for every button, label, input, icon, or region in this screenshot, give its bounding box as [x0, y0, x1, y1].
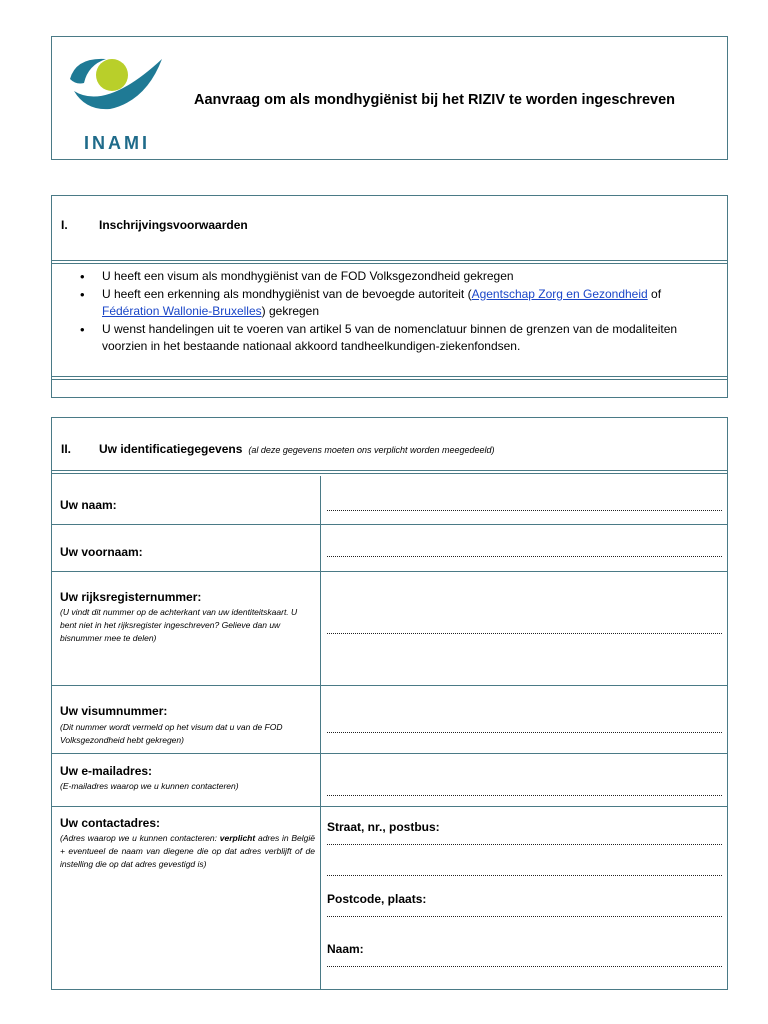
national-number-field[interactable] — [327, 624, 722, 634]
national-number-hint: (U vindt dit nummer op de achterkant van uw identiteitskaart. U bent niet in het rijksregister ingeschreven? Gelieve dan uw bisnummer mee te delen) — [60, 607, 298, 643]
section-note: (al deze gegevens moeten ons verplicht worden meegedeeld) — [248, 445, 495, 455]
document-title: Aanvraag om als mondhygiënist bij het RIZIV te worden ingeschreven — [194, 92, 676, 108]
contact-name-label: Naam: — [327, 942, 364, 956]
address-label: Uw contactadres: — [60, 816, 161, 830]
section-divider — [52, 376, 727, 380]
section-identificatiegegevens — [51, 417, 728, 990]
firstname-field[interactable] — [327, 547, 722, 557]
section-inschrijvingsvoorwaarden — [51, 195, 728, 398]
logo-text: INAMI — [84, 133, 150, 153]
email-field[interactable] — [327, 786, 722, 796]
header-box — [51, 36, 728, 160]
postcode-field[interactable] — [327, 907, 722, 917]
form-row-national-number — [52, 571, 727, 685]
section-heading — [61, 218, 248, 232]
visa-number-label: Uw visumnummer: — [60, 704, 168, 718]
address-hint: (Adres waarop we u kunnen contacteren: verplicht adres in België + eventueel de naam van diegene die op dat adres verblijft of de instelling die op dat adres gevestigd is) — [60, 833, 316, 869]
form-row-visa-number — [52, 685, 727, 753]
national-number-label: Uw rijksregisternummer: — [60, 590, 202, 604]
street-field-line-2[interactable] — [327, 866, 722, 876]
visa-number-field[interactable] — [327, 723, 722, 733]
section-heading — [61, 442, 495, 456]
section-title: Inschrijvingsvoorwaarden — [99, 218, 248, 232]
list-item: • U wenst handelingen uit te voeren van artikel 5 van de nomenclatuur binnen de grenzen van de modaliteiten voorzien in het bestaande nationaal akkoord tandheelkundigen-ziekenfondsen. — [80, 321, 720, 356]
form-row-address — [52, 806, 727, 990]
form-row-firstname — [52, 524, 727, 571]
section-divider — [52, 260, 727, 264]
form-row-name — [52, 476, 727, 524]
list-item: • U heeft een erkenning als mondhygiënist van de bevoegde autoriteit (Agentschap Zorg en Gezondheid of Fédération Wallonie-Bruxelles) gekregen — [80, 286, 720, 321]
inami-logo-icon — [66, 51, 166, 131]
list-item: • U heeft een visum als mondhygiënist van de FOD Volksgezondheid gekregen — [80, 268, 720, 286]
contact-name-field[interactable] — [327, 957, 722, 967]
visa-number-hint: (Dit nummer wordt vermeld op het visum dat u van de FOD Volksgezondheid hebt gekregen) — [60, 722, 283, 745]
section-number: II. — [61, 442, 72, 456]
form-row-email — [52, 753, 727, 806]
postcode-label: Postcode, plaats: — [327, 892, 427, 906]
street-field-line-1[interactable] — [327, 835, 722, 845]
section-number: I. — [61, 218, 68, 232]
street-label: Straat, nr., postbus: — [327, 820, 440, 834]
section-divider — [52, 470, 727, 474]
firstname-label: Uw voornaam: — [60, 545, 143, 559]
email-label: Uw e-mailadres: — [60, 764, 153, 778]
link-federation-wallonie[interactable]: Fédération Wallonie-Bruxelles — [102, 304, 262, 318]
name-label: Uw naam: — [60, 498, 117, 512]
section-title: Uw identificatiegegevens — [99, 442, 243, 456]
name-field[interactable] — [327, 501, 722, 511]
inami-logo — [66, 51, 166, 153]
link-agentschap-zorg[interactable]: Agentschap Zorg en Gezondheid — [471, 286, 648, 301]
email-hint: (E-mailadres waarop we u kunnen contacteren) — [60, 781, 239, 791]
conditions-list — [80, 268, 720, 356]
